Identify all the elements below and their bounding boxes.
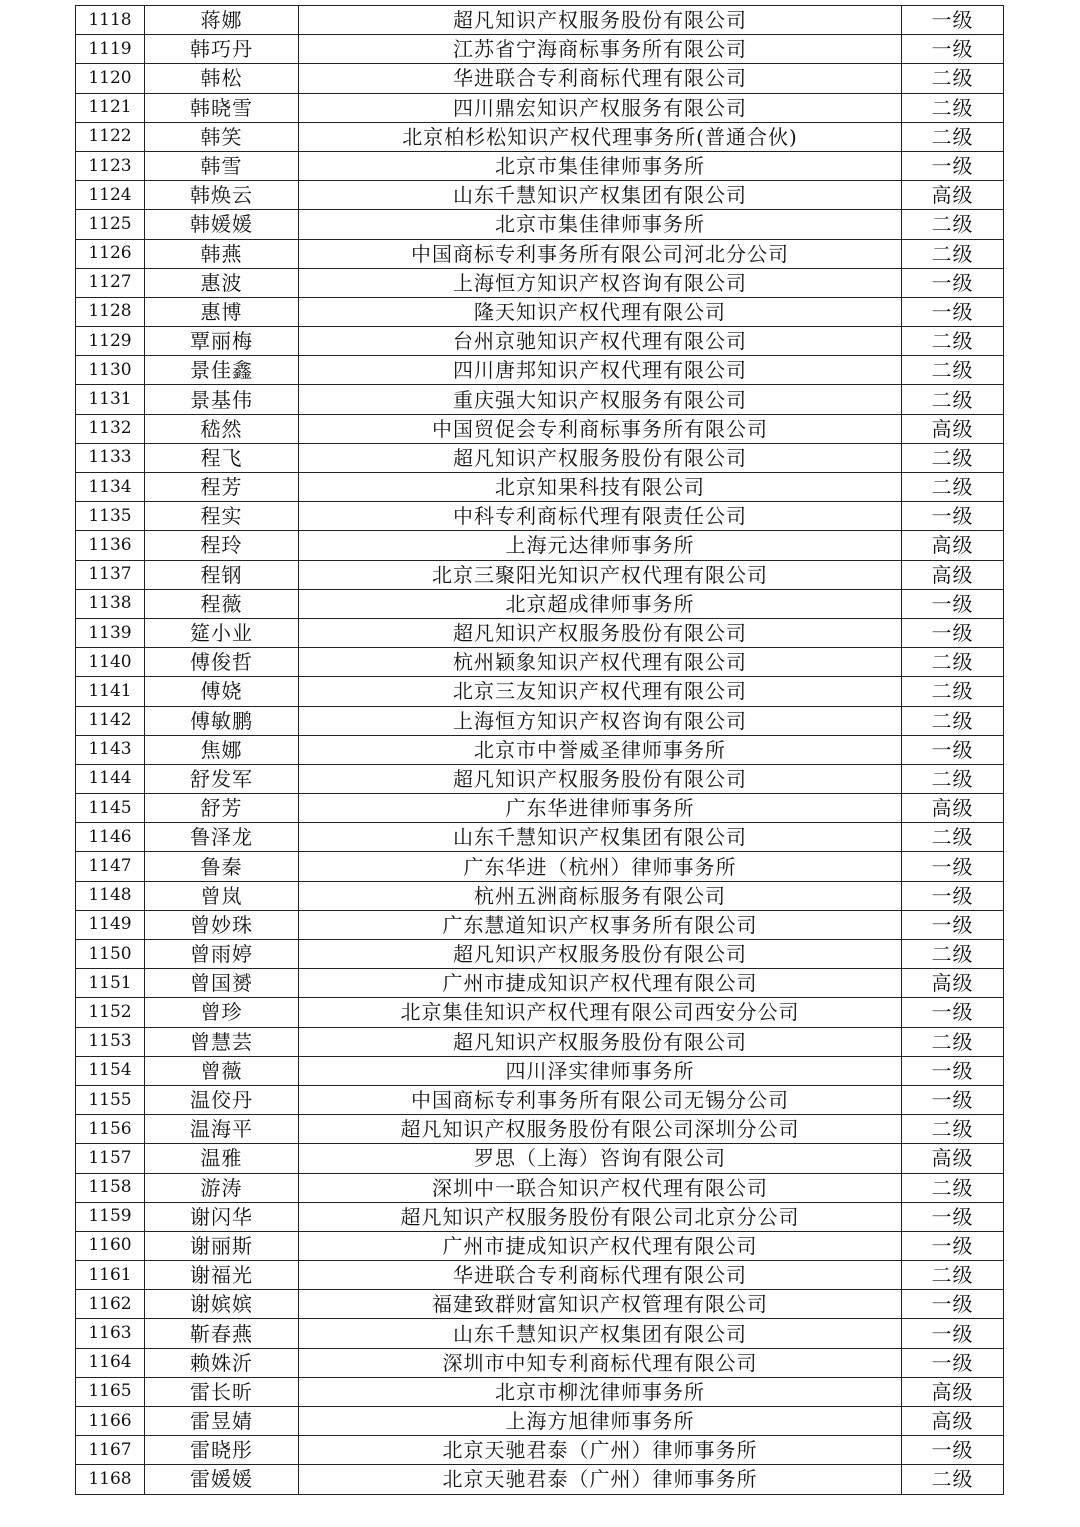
row-number-cell: 1150 <box>76 940 145 969</box>
table-row <box>76 1261 1004 1290</box>
person-name-cell: 程实 <box>145 502 299 531</box>
person-name-cell: 程钢 <box>145 560 299 589</box>
roster-table <box>75 5 1004 1495</box>
organization-cell: 超凡知识产权服务股份有限公司 <box>299 443 902 472</box>
person-name-cell: 程玲 <box>145 531 299 560</box>
row-number-cell: 1149 <box>76 910 145 939</box>
level-cell: 二级 <box>902 385 1004 414</box>
person-name-cell: 游涛 <box>145 1173 299 1202</box>
table-row <box>76 268 1004 297</box>
organization-cell: 超凡知识产权服务股份有限公司北京分公司 <box>299 1202 902 1231</box>
row-number-cell: 1167 <box>76 1436 145 1465</box>
organization-cell: 华进联合专利商标代理有限公司 <box>299 64 902 93</box>
organization-cell: 北京柏杉松知识产权代理事务所(普通合伙) <box>299 122 902 151</box>
level-cell: 二级 <box>902 940 1004 969</box>
row-number-cell: 1118 <box>76 6 145 35</box>
organization-cell: 超凡知识产权服务股份有限公司深圳分公司 <box>299 1115 902 1144</box>
organization-cell: 北京市集佳律师事务所 <box>299 151 902 180</box>
table-row <box>76 881 1004 910</box>
row-number-cell: 1123 <box>76 151 145 180</box>
level-cell: 高级 <box>902 1377 1004 1406</box>
level-cell: 二级 <box>902 64 1004 93</box>
organization-cell: 北京天驰君泰（广州）律师事务所 <box>299 1465 902 1494</box>
organization-cell: 超凡知识产权服务股份有限公司 <box>299 618 902 647</box>
row-number-cell: 1164 <box>76 1348 145 1377</box>
organization-cell: 广州市捷成知识产权代理有限公司 <box>299 1231 902 1260</box>
table-row <box>76 239 1004 268</box>
level-cell: 二级 <box>902 1027 1004 1056</box>
row-number-cell: 1160 <box>76 1231 145 1260</box>
row-number-cell: 1137 <box>76 560 145 589</box>
organization-cell: 北京天驰君泰（广州）律师事务所 <box>299 1436 902 1465</box>
row-number-cell: 1129 <box>76 327 145 356</box>
person-name-cell: 雷长昕 <box>145 1377 299 1406</box>
organization-cell: 山东千慧知识产权集团有限公司 <box>299 181 902 210</box>
organization-cell: 上海恒方知识产权咨询有限公司 <box>299 268 902 297</box>
table-row <box>76 1115 1004 1144</box>
table-row <box>76 327 1004 356</box>
table-row <box>76 618 1004 647</box>
organization-cell: 福建致群财富知识产权管理有限公司 <box>299 1290 902 1319</box>
roster-body <box>76 6 1004 1495</box>
level-cell: 一级 <box>902 589 1004 618</box>
table-row <box>76 502 1004 531</box>
row-number-cell: 1142 <box>76 706 145 735</box>
row-number-cell: 1135 <box>76 502 145 531</box>
table-row <box>76 794 1004 823</box>
organization-cell: 超凡知识产权服务股份有限公司 <box>299 6 902 35</box>
level-cell: 二级 <box>902 210 1004 239</box>
table-row <box>76 1407 1004 1436</box>
level-cell: 一级 <box>902 1348 1004 1377</box>
person-name-cell: 韩晓雪 <box>145 93 299 122</box>
organization-cell: 山东千慧知识产权集团有限公司 <box>299 823 902 852</box>
organization-cell: 广东华进（杭州）律师事务所 <box>299 852 902 881</box>
person-name-cell: 谢闪华 <box>145 1202 299 1231</box>
level-cell: 一级 <box>902 1231 1004 1260</box>
person-name-cell: 韩媛媛 <box>145 210 299 239</box>
level-cell: 二级 <box>902 473 1004 502</box>
person-name-cell: 韩巧丹 <box>145 35 299 64</box>
table-row <box>76 531 1004 560</box>
level-cell: 一级 <box>902 1319 1004 1348</box>
person-name-cell: 温雅 <box>145 1144 299 1173</box>
table-row <box>76 1173 1004 1202</box>
person-name-cell: 蒋娜 <box>145 6 299 35</box>
level-cell: 一级 <box>902 852 1004 881</box>
organization-cell: 北京知果科技有限公司 <box>299 473 902 502</box>
person-name-cell: 韩焕云 <box>145 181 299 210</box>
organization-cell: 罗思（上海）咨询有限公司 <box>299 1144 902 1173</box>
level-cell: 一级 <box>902 910 1004 939</box>
organization-cell: 上海恒方知识产权咨询有限公司 <box>299 706 902 735</box>
person-name-cell: 程芳 <box>145 473 299 502</box>
row-number-cell: 1122 <box>76 122 145 151</box>
level-cell: 高级 <box>902 414 1004 443</box>
organization-cell: 超凡知识产权服务股份有限公司 <box>299 764 902 793</box>
person-name-cell: 谢丽斯 <box>145 1231 299 1260</box>
organization-cell: 广东慧道知识产权事务所有限公司 <box>299 910 902 939</box>
person-name-cell: 景佳鑫 <box>145 356 299 385</box>
row-number-cell: 1140 <box>76 648 145 677</box>
table-row <box>76 443 1004 472</box>
level-cell: 一级 <box>902 1436 1004 1465</box>
level-cell: 一级 <box>902 151 1004 180</box>
person-name-cell: 傅敏鹏 <box>145 706 299 735</box>
person-name-cell: 韩燕 <box>145 239 299 268</box>
level-cell: 二级 <box>902 677 1004 706</box>
table-row <box>76 122 1004 151</box>
row-number-cell: 1145 <box>76 794 145 823</box>
table-row <box>76 6 1004 35</box>
table-row <box>76 706 1004 735</box>
row-number-cell: 1119 <box>76 35 145 64</box>
person-name-cell: 覃丽梅 <box>145 327 299 356</box>
person-name-cell: 焦娜 <box>145 735 299 764</box>
person-name-cell: 靳春燕 <box>145 1319 299 1348</box>
table-row <box>76 181 1004 210</box>
table-row <box>76 589 1004 618</box>
row-number-cell: 1143 <box>76 735 145 764</box>
person-name-cell: 韩雪 <box>145 151 299 180</box>
person-name-cell: 温佼丹 <box>145 1085 299 1114</box>
table-row <box>76 998 1004 1027</box>
table-row <box>76 210 1004 239</box>
table-row <box>76 560 1004 589</box>
organization-cell: 深圳市中知专利商标代理有限公司 <box>299 1348 902 1377</box>
table-row <box>76 35 1004 64</box>
person-name-cell: 筵小业 <box>145 618 299 647</box>
organization-cell: 台州京驰知识产权代理有限公司 <box>299 327 902 356</box>
level-cell: 高级 <box>902 531 1004 560</box>
row-number-cell: 1165 <box>76 1377 145 1406</box>
level-cell: 二级 <box>902 1173 1004 1202</box>
level-cell: 高级 <box>902 181 1004 210</box>
organization-cell: 北京市中誉威圣律师事务所 <box>299 735 902 764</box>
organization-cell: 北京市柳沈律师事务所 <box>299 1377 902 1406</box>
level-cell: 一级 <box>902 502 1004 531</box>
table-row <box>76 1465 1004 1494</box>
table-row <box>76 1377 1004 1406</box>
row-number-cell: 1156 <box>76 1115 145 1144</box>
person-name-cell: 惠博 <box>145 297 299 326</box>
table-row <box>76 823 1004 852</box>
person-name-cell: 曾慧芸 <box>145 1027 299 1056</box>
table-row <box>76 940 1004 969</box>
person-name-cell: 曾薇 <box>145 1056 299 1085</box>
person-name-cell: 程薇 <box>145 589 299 618</box>
row-number-cell: 1153 <box>76 1027 145 1056</box>
level-cell: 一级 <box>902 6 1004 35</box>
row-number-cell: 1152 <box>76 998 145 1027</box>
level-cell: 一级 <box>902 618 1004 647</box>
level-cell: 二级 <box>902 443 1004 472</box>
row-number-cell: 1126 <box>76 239 145 268</box>
organization-cell: 重庆强大知识产权服务有限公司 <box>299 385 902 414</box>
table-row <box>76 385 1004 414</box>
row-number-cell: 1132 <box>76 414 145 443</box>
person-name-cell: 曾妙珠 <box>145 910 299 939</box>
level-cell: 二级 <box>902 648 1004 677</box>
level-cell: 二级 <box>902 1261 1004 1290</box>
table-row <box>76 1202 1004 1231</box>
level-cell: 二级 <box>902 356 1004 385</box>
person-name-cell: 惠波 <box>145 268 299 297</box>
organization-cell: 杭州颖象知识产权代理有限公司 <box>299 648 902 677</box>
level-cell: 一级 <box>902 297 1004 326</box>
level-cell: 一级 <box>902 735 1004 764</box>
organization-cell: 江苏省宁海商标事务所有限公司 <box>299 35 902 64</box>
table-row <box>76 1290 1004 1319</box>
organization-cell: 隆天知识产权代理有限公司 <box>299 297 902 326</box>
row-number-cell: 1120 <box>76 64 145 93</box>
level-cell: 一级 <box>902 268 1004 297</box>
level-cell: 一级 <box>902 35 1004 64</box>
row-number-cell: 1138 <box>76 589 145 618</box>
person-name-cell: 程飞 <box>145 443 299 472</box>
person-name-cell: 温海平 <box>145 1115 299 1144</box>
organization-cell: 中国贸促会专利商标事务所有限公司 <box>299 414 902 443</box>
organization-cell: 中国商标专利事务所有限公司河北分公司 <box>299 239 902 268</box>
level-cell: 二级 <box>902 327 1004 356</box>
person-name-cell: 舒发军 <box>145 764 299 793</box>
organization-cell: 四川鼎宏知识产权服务有限公司 <box>299 93 902 122</box>
person-name-cell: 雷媛媛 <box>145 1465 299 1494</box>
level-cell: 二级 <box>902 764 1004 793</box>
row-number-cell: 1155 <box>76 1085 145 1114</box>
row-number-cell: 1151 <box>76 969 145 998</box>
organization-cell: 上海元达律师事务所 <box>299 531 902 560</box>
row-number-cell: 1166 <box>76 1407 145 1436</box>
organization-cell: 华进联合专利商标代理有限公司 <box>299 1261 902 1290</box>
row-number-cell: 1127 <box>76 268 145 297</box>
table-row <box>76 764 1004 793</box>
person-name-cell: 雷晓彤 <box>145 1436 299 1465</box>
organization-cell: 北京三聚阳光知识产权代理有限公司 <box>299 560 902 589</box>
person-name-cell: 嵇然 <box>145 414 299 443</box>
table-row <box>76 1436 1004 1465</box>
level-cell: 高级 <box>902 794 1004 823</box>
row-number-cell: 1144 <box>76 764 145 793</box>
organization-cell: 深圳中一联合知识产权代理有限公司 <box>299 1173 902 1202</box>
table-row <box>76 852 1004 881</box>
level-cell: 二级 <box>902 1115 1004 1144</box>
row-number-cell: 1162 <box>76 1290 145 1319</box>
organization-cell: 北京超成律师事务所 <box>299 589 902 618</box>
person-name-cell: 傅娆 <box>145 677 299 706</box>
level-cell: 二级 <box>902 823 1004 852</box>
level-cell: 高级 <box>902 1407 1004 1436</box>
row-number-cell: 1147 <box>76 852 145 881</box>
organization-cell: 超凡知识产权服务股份有限公司 <box>299 1027 902 1056</box>
person-name-cell: 傅俊哲 <box>145 648 299 677</box>
organization-cell: 中国商标专利事务所有限公司无锡分公司 <box>299 1085 902 1114</box>
table-row <box>76 1056 1004 1085</box>
person-name-cell: 曾雨婷 <box>145 940 299 969</box>
table-row <box>76 356 1004 385</box>
table-row <box>76 1231 1004 1260</box>
row-number-cell: 1131 <box>76 385 145 414</box>
level-cell: 一级 <box>902 1085 1004 1114</box>
organization-cell: 杭州五洲商标服务有限公司 <box>299 881 902 910</box>
organization-cell: 广州市捷成知识产权代理有限公司 <box>299 969 902 998</box>
organization-cell: 四川泽实律师事务所 <box>299 1056 902 1085</box>
row-number-cell: 1159 <box>76 1202 145 1231</box>
row-number-cell: 1168 <box>76 1465 145 1494</box>
row-number-cell: 1125 <box>76 210 145 239</box>
table-row <box>76 1319 1004 1348</box>
row-number-cell: 1130 <box>76 356 145 385</box>
row-number-cell: 1139 <box>76 618 145 647</box>
row-number-cell: 1133 <box>76 443 145 472</box>
organization-cell: 北京市集佳律师事务所 <box>299 210 902 239</box>
person-name-cell: 鲁泽龙 <box>145 823 299 852</box>
person-name-cell: 韩松 <box>145 64 299 93</box>
row-number-cell: 1121 <box>76 93 145 122</box>
row-number-cell: 1128 <box>76 297 145 326</box>
organization-cell: 山东千慧知识产权集团有限公司 <box>299 1319 902 1348</box>
person-name-cell: 谢嫔嫔 <box>145 1290 299 1319</box>
row-number-cell: 1148 <box>76 881 145 910</box>
organization-cell: 北京集佳知识产权代理有限公司西安分公司 <box>299 998 902 1027</box>
row-number-cell: 1163 <box>76 1319 145 1348</box>
organization-cell: 四川唐邦知识产权代理有限公司 <box>299 356 902 385</box>
table-row <box>76 297 1004 326</box>
row-number-cell: 1146 <box>76 823 145 852</box>
row-number-cell: 1141 <box>76 677 145 706</box>
person-name-cell: 舒芳 <box>145 794 299 823</box>
level-cell: 高级 <box>902 1144 1004 1173</box>
table-row <box>76 93 1004 122</box>
table-row <box>76 1085 1004 1114</box>
table-row <box>76 64 1004 93</box>
level-cell: 高级 <box>902 560 1004 589</box>
person-name-cell: 雷昱婧 <box>145 1407 299 1436</box>
table-row <box>76 1027 1004 1056</box>
level-cell: 一级 <box>902 1202 1004 1231</box>
row-number-cell: 1134 <box>76 473 145 502</box>
level-cell: 一级 <box>902 998 1004 1027</box>
table-row <box>76 910 1004 939</box>
level-cell: 二级 <box>902 706 1004 735</box>
person-name-cell: 曾岚 <box>145 881 299 910</box>
person-name-cell: 赖姝沂 <box>145 1348 299 1377</box>
table-row <box>76 735 1004 764</box>
organization-cell: 中科专利商标代理有限责任公司 <box>299 502 902 531</box>
organization-cell: 广东华进律师事务所 <box>299 794 902 823</box>
person-name-cell: 曾国赟 <box>145 969 299 998</box>
person-name-cell: 曾珍 <box>145 998 299 1027</box>
table-row <box>76 677 1004 706</box>
level-cell: 二级 <box>902 122 1004 151</box>
person-name-cell: 韩笑 <box>145 122 299 151</box>
level-cell: 二级 <box>902 239 1004 268</box>
person-name-cell: 谢福光 <box>145 1261 299 1290</box>
level-cell: 一级 <box>902 881 1004 910</box>
row-number-cell: 1158 <box>76 1173 145 1202</box>
table-row <box>76 648 1004 677</box>
table-row <box>76 969 1004 998</box>
row-number-cell: 1136 <box>76 531 145 560</box>
level-cell: 二级 <box>902 93 1004 122</box>
row-number-cell: 1154 <box>76 1056 145 1085</box>
row-number-cell: 1157 <box>76 1144 145 1173</box>
organization-cell: 北京三友知识产权代理有限公司 <box>299 677 902 706</box>
level-cell: 一级 <box>902 1290 1004 1319</box>
row-number-cell: 1161 <box>76 1261 145 1290</box>
level-cell: 二级 <box>902 1465 1004 1494</box>
row-number-cell: 1124 <box>76 181 145 210</box>
table-row <box>76 1348 1004 1377</box>
level-cell: 高级 <box>902 969 1004 998</box>
table-row <box>76 151 1004 180</box>
table-row <box>76 473 1004 502</box>
person-name-cell: 景基伟 <box>145 385 299 414</box>
organization-cell: 超凡知识产权服务股份有限公司 <box>299 940 902 969</box>
organization-cell: 上海方旭律师事务所 <box>299 1407 902 1436</box>
table-row <box>76 414 1004 443</box>
person-name-cell: 鲁秦 <box>145 852 299 881</box>
table-row <box>76 1144 1004 1173</box>
level-cell: 一级 <box>902 1056 1004 1085</box>
